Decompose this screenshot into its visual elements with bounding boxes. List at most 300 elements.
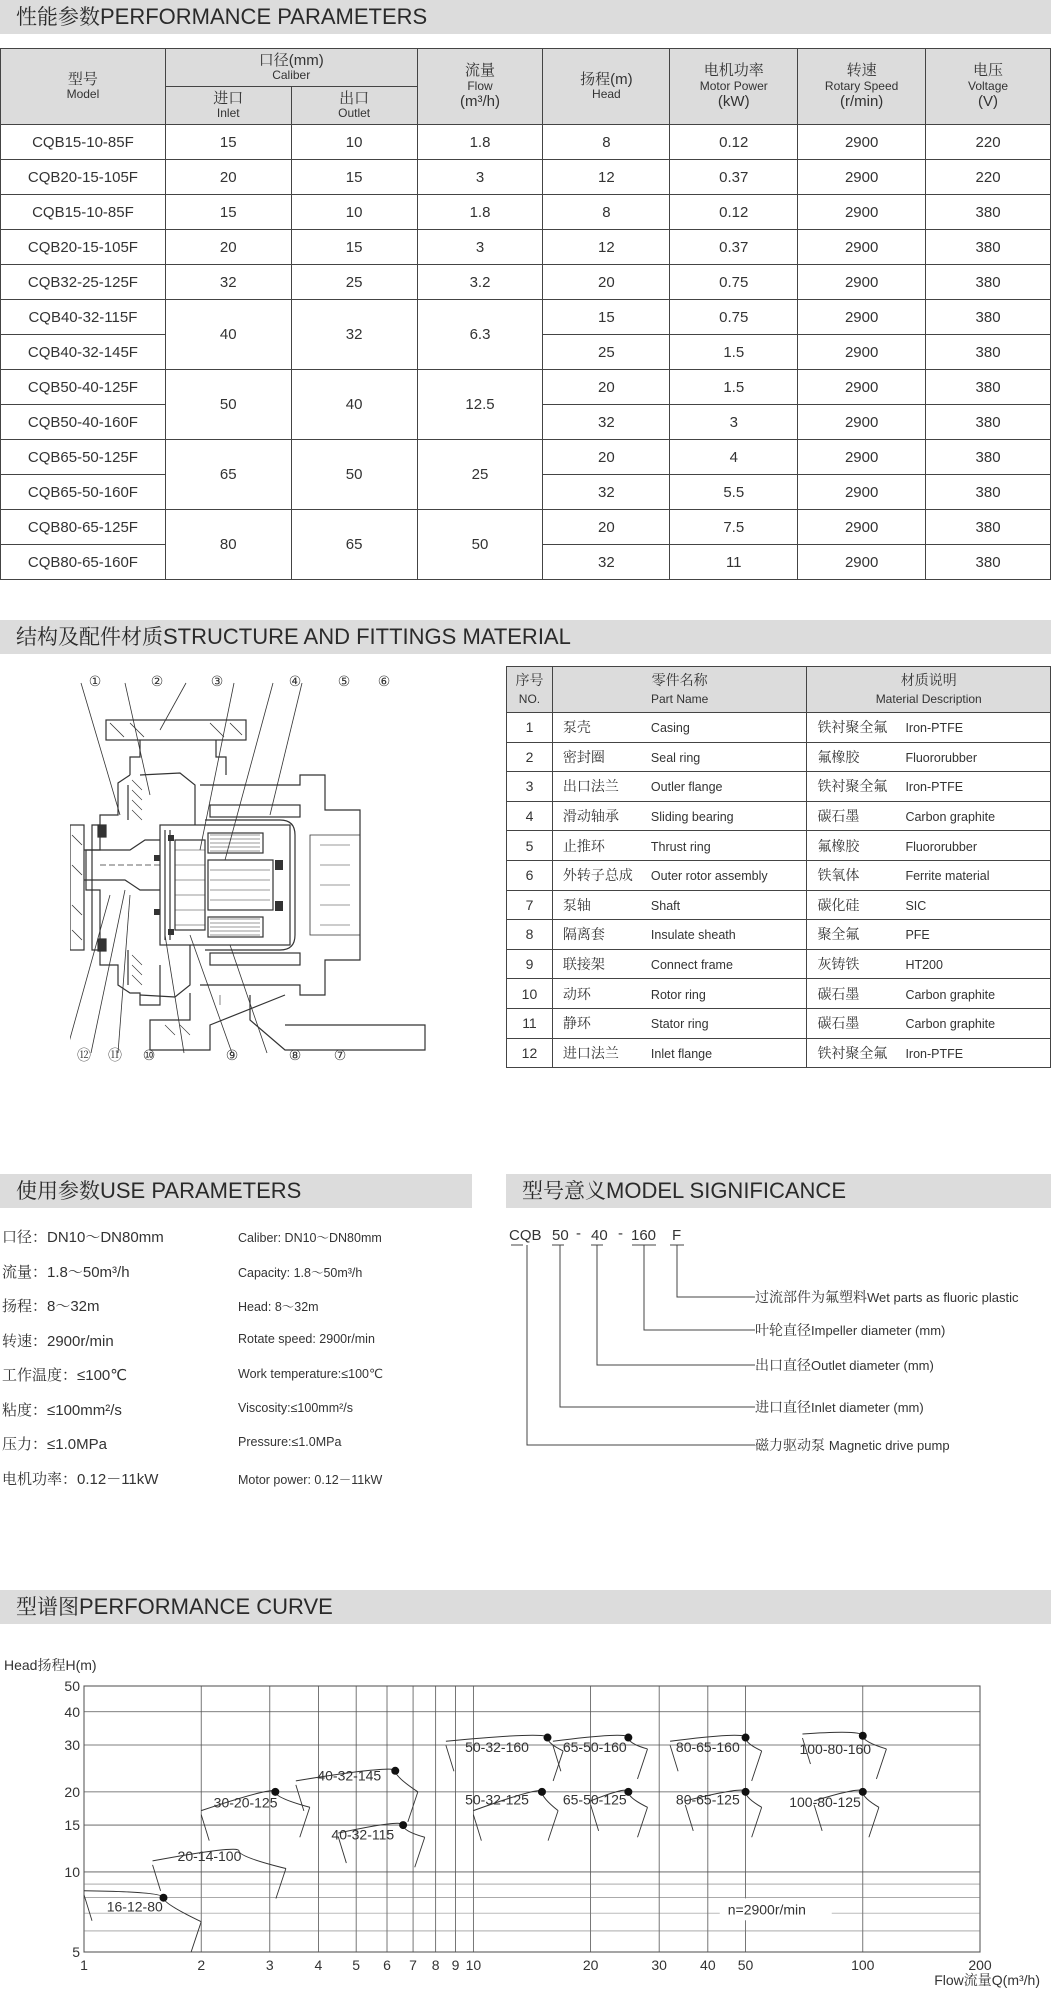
cell-material [807,831,1051,861]
performance-title-cn: 性能参数 [16,5,100,29]
cell-no: 3 [507,772,553,802]
cell-no: 10 [507,979,553,1009]
cell-outlet: 25 [291,265,417,300]
cell-power: 4 [670,440,798,475]
header-inlet: 进口 Inlet [165,87,291,125]
use-param-cn: 压力：≤1.0MPa [2,1436,107,1453]
cell-power: 0.37 [670,160,798,195]
use-param-cn: 转速：2900r/min [2,1332,114,1350]
cell-material [807,949,1051,979]
cell-voltage: 380 [926,265,1051,300]
cell-model: CQB80-65-160F [1,545,166,580]
curve-edge-left [201,1815,209,1841]
part-cn: 泵轴 [562,896,591,913]
cell-voltage: 380 [926,510,1051,545]
cell-material [807,1038,1051,1068]
callout-7: ⑦ [333,1048,347,1064]
part-cn: 滑动轴承 [562,808,619,825]
curve-label: 50-32-125 [465,1791,529,1808]
callout-6: ⑥ [377,674,391,690]
duty-point [859,1732,867,1740]
table-row [1,510,1051,545]
table-row [507,831,1051,861]
cell-head: 20 [543,440,670,475]
x-tick-label: 7 [409,1957,417,1973]
callout-12: ⑫ [77,1048,91,1064]
x-tick-label: 4 [314,1957,323,1973]
cell-voltage: 380 [926,370,1051,405]
cell-speed: 2900 [798,440,926,475]
cell-power: 0.75 [670,300,798,335]
header-flow: 流量 Flow (m³/h) [417,49,543,125]
curve-label: 50-32-160 [465,1738,529,1755]
cell-flow: 12.5 [417,370,543,440]
cell-inlet: 15 [165,195,291,230]
part-en: Outer rotor assembly [650,869,768,884]
curve-header [0,1590,1051,1624]
cell-no: 1 [507,713,553,743]
x-tick-label: 40 [700,1957,716,1973]
cell-part [552,890,807,920]
curve-title-cn: 型谱图 [16,1595,79,1619]
cell-part [552,1008,807,1038]
cell-power: 7.5 [670,510,798,545]
callout-10: ⑩ [142,1048,156,1064]
x-tick-label: 20 [582,1957,599,1973]
header-voltage: 电压 Voltage (V) [926,49,1051,125]
cell-part [552,920,807,950]
duty-point [742,1788,750,1796]
part-cn: 静环 [562,1015,591,1032]
structure-title-cn: 结构及配件材质 [16,625,163,649]
code-cqb: CQB [509,1227,542,1244]
mat-en: Carbon graphite [905,1017,996,1032]
callout-11: ⑪ [108,1048,122,1064]
cell-material [807,890,1051,920]
cell-speed: 2900 [798,475,926,510]
model-sig-title-cn: 型号意义 [522,1179,606,1203]
part-en: Rotor ring [650,987,706,1002]
cell-model: CQB20-15-105F [1,230,166,265]
cell-outlet: 32 [291,300,417,370]
curve-edge-right [300,1807,310,1837]
mat-en: PFE [905,928,930,943]
table-row [1,160,1051,195]
y-axis-label: Head扬程H(m) [4,1657,97,1673]
part-en: Thrust ring [650,839,711,854]
cell-inlet: 40 [165,300,291,370]
part-en: Insulate sheath [650,928,736,943]
part-en: Sliding bearing [650,810,734,825]
cell-outlet: 40 [291,370,417,440]
curve-label: 40-32-145 [317,1767,382,1784]
cell-material [807,920,1051,950]
cell-speed: 2900 [798,195,926,230]
cell-flow: 1.8 [417,125,543,160]
curve-label: 100-80-160 [799,1740,872,1757]
curve-edge-right [191,1922,201,1952]
cell-part [552,860,807,890]
cell-no: 7 [507,890,553,920]
duty-point [391,1767,399,1775]
materials-table [506,666,1051,1068]
header-caliber: 口径(mm) Caliber [165,49,417,87]
curve-label: 65-50-125 [562,1791,627,1808]
cell-voltage: 220 [926,160,1051,195]
callout-2: ② [150,674,164,690]
header-model: 型号 Model [1,49,166,125]
use-param-cn: 口径：DN10～DN80mm [2,1229,164,1246]
part-en: Stator ring [650,1017,709,1032]
cell-voltage: 380 [926,440,1051,475]
cell-no: 6 [507,860,553,890]
cell-part [552,949,807,979]
mat-en: Iron-PTFE [905,780,964,795]
part-cn: 联接架 [562,956,605,973]
x-tick-label: 5 [352,1957,361,1973]
mat-cn: 聚全氟 [817,926,860,943]
performance-title-en: PERFORMANCE PARAMETERS [100,4,428,29]
label-impeller: 叶轮直径Impeller diameter (mm) [755,1322,946,1338]
cell-head: 12 [543,160,670,195]
use-params-header [0,1174,472,1208]
duty-point [399,1821,407,1829]
curve-edge-right [548,1811,558,1841]
curve-edge-right [638,1807,648,1837]
x-tick-label: 100 [851,1957,875,1973]
cell-head: 20 [543,370,670,405]
table-row [507,920,1051,950]
cell-model: CQB15-10-85F [1,125,166,160]
cell-no: 8 [507,920,553,950]
cell-material [807,979,1051,1009]
part-en: Outler flange [650,780,723,795]
mat-cn: 铁衬聚全氟 [817,778,888,795]
curve-edge-left [84,1895,92,1921]
part-en: Casing [650,721,690,736]
part-cn: 密封圈 [562,748,605,765]
cell-inlet: 15 [165,125,291,160]
mat-cn: 铁衬聚全氟 [817,719,888,736]
code-f: F [672,1227,682,1244]
callout-8: ⑧ [288,1048,302,1064]
part-cn: 隔离套 [562,926,605,943]
cell-material [807,713,1051,743]
curve-label: 40-32-115 [331,1826,395,1843]
table-row [507,801,1051,831]
cell-head: 20 [543,510,670,545]
curve-edge-right [869,1807,879,1837]
cell-speed: 2900 [798,370,926,405]
cell-model: CQB65-50-160F [1,475,166,510]
cell-head: 15 [543,300,670,335]
cell-head: 32 [543,475,670,510]
cell-no: 9 [507,949,553,979]
model-significance-lines [500,1225,760,1450]
mat-en: Iron-PTFE [905,1046,964,1061]
table-row [1,300,1051,335]
cell-part [552,1038,807,1068]
part-en: Inlet flange [650,1046,713,1061]
curve-label: 20-14-100 [177,1847,242,1864]
cell-outlet: 15 [291,230,417,265]
x-tick-label: 3 [265,1957,274,1973]
cell-head: 32 [543,545,670,580]
mat-cn: 铁衬聚全氟 [817,1044,888,1061]
x-tick-label: 8 [431,1957,440,1973]
curve-label: 100-80-125 [789,1794,861,1811]
curve-edge-right [752,1807,762,1837]
cell-speed: 2900 [798,160,926,195]
header-head: 扬程(m) Head [543,49,670,125]
use-param-en: Pressure:≤1.0MPa [238,1435,342,1449]
y-tick-label: 15 [64,1817,80,1834]
curve-label: 65-50-160 [562,1738,627,1755]
table-row [1,265,1051,300]
callout-3: ③ [210,674,224,690]
cell-power: 0.12 [670,125,798,160]
cell-inlet: 20 [165,160,291,195]
use-param-en: Motor power: 0.12－11kW [238,1472,383,1487]
cell-outlet: 15 [291,160,417,195]
cell-no: 11 [507,1008,553,1038]
cell-speed: 2900 [798,265,926,300]
cell-power: 11 [670,545,798,580]
cell-speed: 2900 [798,300,926,335]
x-tick-label: 9 [451,1957,460,1973]
curve-edge-right [876,1749,886,1779]
cell-model: CQB80-65-125F [1,510,166,545]
curve-label: 16-12-80 [106,1898,163,1915]
cell-power: 0.37 [670,230,798,265]
curve-label: 30-20-125 [213,1794,278,1811]
cell-inlet: 20 [165,230,291,265]
mat-en: SIC [905,898,927,913]
structure-header [0,620,1051,654]
table-row [507,713,1051,743]
cell-head: 25 [543,335,670,370]
performance-table [0,48,1051,580]
callout-9: ⑨ [225,1048,239,1064]
cell-material [807,860,1051,890]
cell-model: CQB65-50-125F [1,440,166,475]
y-tick-label: 5 [72,1944,80,1960]
model-sig-title-en: MODEL SIGNIFICANCE [606,1178,846,1203]
curve-edge-left [591,1805,599,1831]
use-param-en: Head: 8～32m [238,1300,319,1314]
mat-cn: 碳石墨 [817,1015,860,1032]
cell-part [552,742,807,772]
cell-voltage: 220 [926,125,1051,160]
mat-en: Carbon graphite [905,810,996,825]
chart-text [4,1657,1040,1988]
mat-en: Fluororubber [905,750,978,765]
code-dash-2: - [618,1225,623,1242]
part-cn: 出口法兰 [562,778,619,795]
use-param-en: Caliber: DN10～DN80mm [238,1231,382,1245]
x-tick-label: 10 [465,1957,482,1973]
curve-edge-left [473,1815,481,1841]
callout-1: ① [88,674,102,690]
performance-header [0,0,1051,34]
part-cn: 外转子总成 [562,867,633,884]
cell-speed: 2900 [798,545,926,580]
cell-model: CQB32-25-125F [1,265,166,300]
performance-curve-chart [0,1650,1051,1994]
cell-model: CQB50-40-125F [1,370,166,405]
use-param-en: Viscosity:≤100mm²/s [238,1400,353,1415]
curve-edge-right [276,1869,286,1899]
code-impeller: 160 [631,1227,657,1244]
y-tick-label: 40 [64,1703,80,1720]
cell-speed: 2900 [798,125,926,160]
code-dash-1: - [576,1225,581,1242]
y-tick-label: 30 [64,1737,80,1754]
cell-model: CQB40-32-115F [1,300,166,335]
part-en: Shaft [650,898,681,913]
cell-power: 0.75 [670,265,798,300]
cell-outlet: 50 [291,440,417,510]
x-tick-label: 200 [968,1957,992,1973]
curve-edge-right [638,1749,648,1779]
cell-voltage: 380 [926,475,1051,510]
cell-speed: 2900 [798,335,926,370]
x-tick-label: 50 [737,1957,754,1973]
cell-part [552,831,807,861]
cell-material [807,742,1051,772]
mat-cn: 碳化硅 [817,896,860,913]
plot-frame [84,1686,980,1952]
callout-5: ⑤ [337,674,351,690]
cell-material [807,801,1051,831]
cell-head: 20 [543,265,670,300]
cell-speed: 2900 [798,230,926,265]
cell-voltage: 380 [926,405,1051,440]
table-row [507,979,1051,1009]
label-inlet: 进口直径Inlet diameter (mm) [755,1399,924,1415]
cell-power: 1.5 [670,370,798,405]
table-row [507,860,1051,890]
mat-en: Carbon graphite [905,987,996,1002]
mat-cn: 氟橡胶 [817,748,860,765]
use-param-en: Rotate speed: 2900r/min [238,1331,375,1346]
cell-inlet: 50 [165,370,291,440]
curve-edge-left [446,1745,454,1771]
cell-speed: 2900 [798,510,926,545]
structure-title-en: STRUCTURE AND FITTINGS MATERIAL [163,624,571,649]
cell-inlet: 32 [165,265,291,300]
y-tick-label: 10 [64,1863,80,1880]
part-cn: 止推环 [562,837,605,854]
curve-label: 80-65-160 [675,1738,740,1755]
header-outlet: 出口 Outlet [291,87,417,125]
cell-flow: 50 [417,510,543,580]
header-part: 零件名称 Part Name [552,667,807,713]
table-row [1,230,1051,265]
curve-edge-right [415,1837,425,1867]
cell-outlet: 65 [291,510,417,580]
callout-4: ④ [288,674,302,690]
use-param-en: Capacity: 1.8～50m³/h [238,1265,363,1280]
table-row [507,1038,1051,1068]
y-tick-label: 20 [64,1783,80,1800]
cell-head: 8 [543,125,670,160]
use-param-cn: 扬程：8～32m [2,1298,100,1315]
table-row [1,195,1051,230]
x-axis-label: Flow流量Q(m³/h) [934,1972,1040,1988]
mat-cn: 氟橡胶 [817,837,860,854]
table-row [507,772,1051,802]
header-no: 序号 NO. [507,667,553,713]
model-sig-header [506,1174,1051,1208]
cell-part [552,979,807,1009]
cell-part [552,713,807,743]
part-cn: 泵壳 [562,719,591,736]
cell-head: 12 [543,230,670,265]
cell-flow: 3 [417,160,543,195]
cell-no: 12 [507,1038,553,1068]
x-tick-label: 6 [383,1957,391,1973]
cell-model: CQB50-40-160F [1,405,166,440]
curve-edge-left [153,1865,161,1891]
code-inlet: 50 [552,1227,569,1244]
cell-inlet: 65 [165,440,291,510]
mat-cn: 铁氧体 [817,867,860,884]
cell-voltage: 380 [926,195,1051,230]
mat-cn: 碳石墨 [817,985,860,1002]
cell-flow: 3.2 [417,265,543,300]
use-param-cn: 电机功率：0.12－11kW [2,1470,159,1488]
part-en: Connect frame [650,958,733,973]
label-magnetic-pump: 磁力驱动泵 Magnetic drive pump [755,1437,950,1453]
use-param-cn: 粘度：≤100mm²/s [2,1401,122,1419]
label-wet-parts: 过流部件为氟塑料Wet parts as fluoric plastic [755,1289,1019,1305]
table-row [1,125,1051,160]
cell-voltage: 380 [926,300,1051,335]
cell-material [807,1008,1051,1038]
curve-edge-left [685,1805,693,1831]
curve-label: 80-65-125 [675,1791,740,1808]
label-outlet: 出口直径Outlet diameter (mm) [755,1357,934,1373]
cell-power: 0.12 [670,195,798,230]
chart-grid [84,1686,980,1952]
y-tick-label: 50 [64,1678,80,1694]
cell-material [807,772,1051,802]
part-en: Seal ring [650,750,701,765]
mat-en: Ferrite material [905,869,990,884]
cell-flow: 25 [417,440,543,510]
cell-flow: 6.3 [417,300,543,370]
cell-model: CQB15-10-85F [1,195,166,230]
curve-edge-left [296,1785,304,1811]
table-row [1,370,1051,405]
duty-point [544,1734,552,1742]
x-tick-label: 30 [651,1957,667,1973]
cell-head: 8 [543,195,670,230]
table-row [507,949,1051,979]
header-material: 材质说明 Material Description [807,667,1051,713]
cell-no: 2 [507,742,553,772]
table-row [1,440,1051,475]
mat-en: HT200 [905,958,943,973]
use-params-title-cn: 使用参数 [16,1179,100,1203]
duty-point [538,1788,546,1796]
cell-inlet: 80 [165,510,291,580]
mat-en: Fluororubber [905,839,978,854]
curve-title-en: PERFORMANCE CURVE [79,1594,333,1619]
cell-voltage: 380 [926,335,1051,370]
cell-voltage: 380 [926,230,1051,265]
